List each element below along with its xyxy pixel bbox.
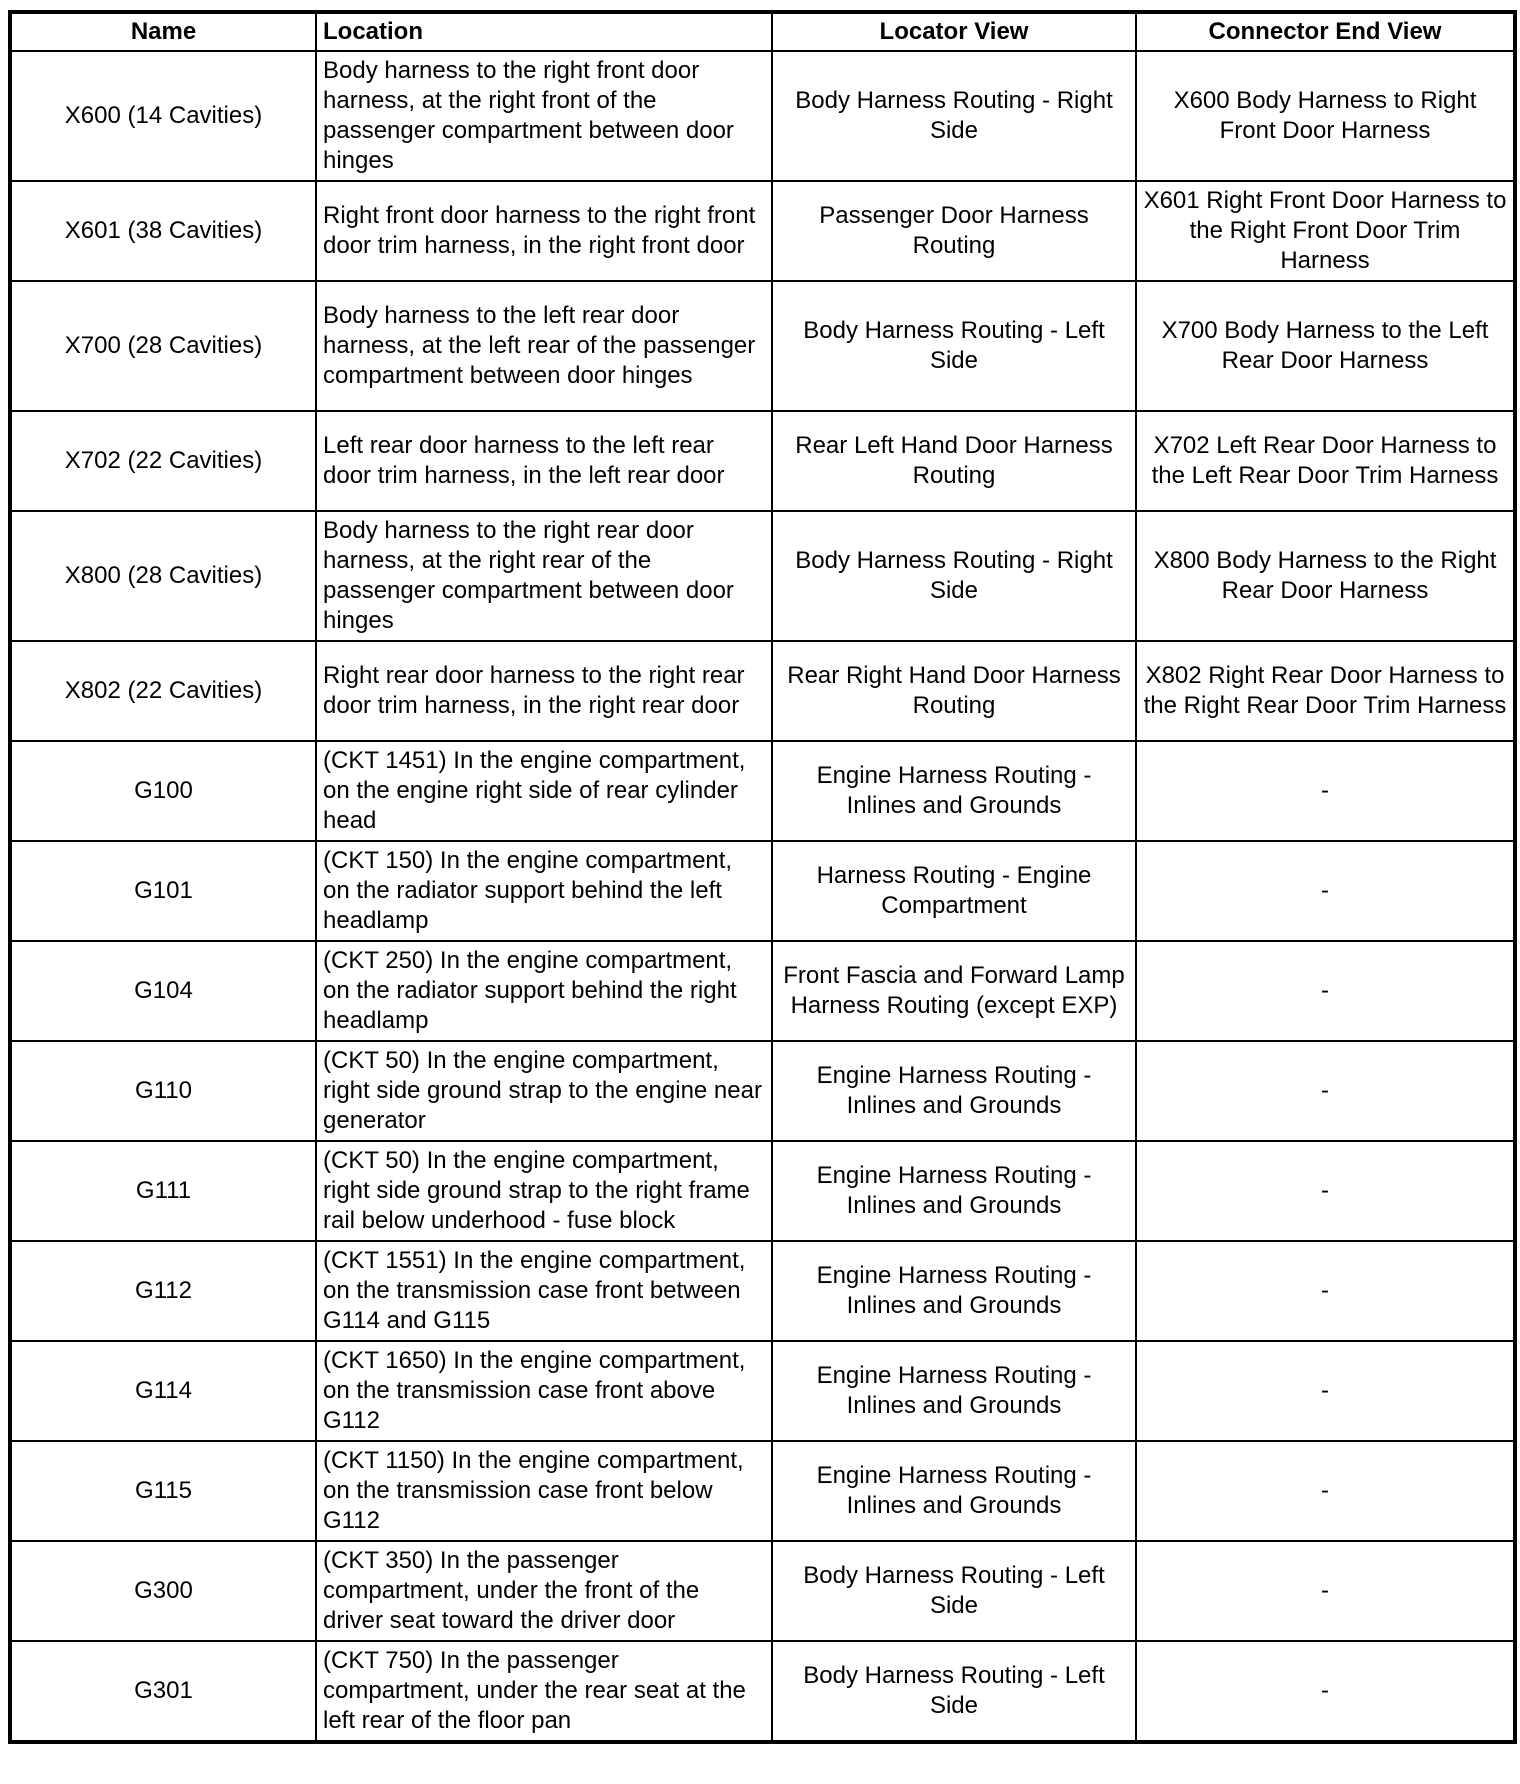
cell-name: G115 — [10, 1441, 316, 1541]
cell-location: (CKT 250) In the engine compartment, on the radiator support behind the right headlamp — [316, 941, 772, 1041]
cell-name: X700 (28 Cavities) — [10, 281, 316, 411]
cell-name: G300 — [10, 1541, 316, 1641]
table-row — [10, 51, 1515, 181]
cell-location: Body harness to the right front door harness, at the right front of the passenger compartment between door hinges — [316, 51, 772, 181]
cell-connector-end-view: X700 Body Harness to the Left Rear Door Harness — [1136, 281, 1515, 411]
table-row — [10, 181, 1515, 281]
header-locator-view: Locator View — [772, 12, 1136, 51]
cell-name: G114 — [10, 1341, 316, 1441]
cell-connector-end-view: - — [1136, 1441, 1515, 1541]
cell-name: G110 — [10, 1041, 316, 1141]
cell-connector-end-view: - — [1136, 841, 1515, 941]
cell-connector-end-view: X601 Right Front Door Harness to the Right Front Door Trim Harness — [1136, 181, 1515, 281]
cell-locator-view: Rear Right Hand Door Harness Routing — [772, 641, 1136, 741]
cell-name: X800 (28 Cavities) — [10, 511, 316, 641]
cell-location: (CKT 750) In the passenger compartment, under the rear seat at the left rear of the floor pan — [316, 1641, 772, 1742]
cell-connector-end-view: - — [1136, 941, 1515, 1041]
cell-name: G301 — [10, 1641, 316, 1742]
cell-locator-view: Body Harness Routing - Left Side — [772, 281, 1136, 411]
cell-name: X802 (22 Cavities) — [10, 641, 316, 741]
cell-name: G112 — [10, 1241, 316, 1341]
cell-location: (CKT 350) In the passenger compartment, under the front of the driver seat toward the driver door — [316, 1541, 772, 1641]
cell-location: (CKT 1551) In the engine compartment, on the transmission case front between G114 and G115 — [316, 1241, 772, 1341]
cell-connector-end-view: X802 Right Rear Door Harness to the Right Rear Door Trim Harness — [1136, 641, 1515, 741]
table-row — [10, 511, 1515, 641]
cell-locator-view: Body Harness Routing - Right Side — [772, 511, 1136, 641]
cell-location: Right front door harness to the right front door trim harness, in the right front door — [316, 181, 772, 281]
cell-locator-view: Engine Harness Routing - Inlines and Grounds — [772, 1341, 1136, 1441]
table-row — [10, 941, 1515, 1041]
cell-location: (CKT 50) In the engine compartment, right side ground strap to the engine near generator — [316, 1041, 772, 1141]
cell-locator-view: Passenger Door Harness Routing — [772, 181, 1136, 281]
cell-locator-view: Rear Left Hand Door Harness Routing — [772, 411, 1136, 511]
table-row — [10, 281, 1515, 411]
cell-name: X702 (22 Cavities) — [10, 411, 316, 511]
cell-locator-view: Front Fascia and Forward Lamp Harness Routing (except EXP) — [772, 941, 1136, 1041]
cell-connector-end-view: - — [1136, 1041, 1515, 1141]
cell-locator-view: Harness Routing - Engine Compartment — [772, 841, 1136, 941]
table-row — [10, 1541, 1515, 1641]
table-row — [10, 641, 1515, 741]
cell-name: G100 — [10, 741, 316, 841]
cell-locator-view: Body Harness Routing - Right Side — [772, 51, 1136, 181]
table-row — [10, 411, 1515, 511]
cell-connector-end-view: - — [1136, 1141, 1515, 1241]
cell-location: (CKT 1451) In the engine compartment, on the engine right side of rear cylinder head — [316, 741, 772, 841]
cell-locator-view: Engine Harness Routing - Inlines and Grounds — [772, 1241, 1136, 1341]
cell-name: G101 — [10, 841, 316, 941]
table-row — [10, 1241, 1515, 1341]
table-row — [10, 841, 1515, 941]
cell-connector-end-view: - — [1136, 741, 1515, 841]
cell-name: X601 (38 Cavities) — [10, 181, 316, 281]
table-row — [10, 1041, 1515, 1141]
connector-location-table — [8, 10, 1517, 1744]
cell-location: (CKT 1650) In the engine compartment, on the transmission case front above G112 — [316, 1341, 772, 1441]
table-header-row — [10, 12, 1515, 51]
cell-name: G104 — [10, 941, 316, 1041]
cell-locator-view: Engine Harness Routing - Inlines and Grounds — [772, 741, 1136, 841]
cell-connector-end-view: - — [1136, 1241, 1515, 1341]
header-connector-end-view: Connector End View — [1136, 12, 1515, 51]
table-row — [10, 741, 1515, 841]
cell-connector-end-view: X800 Body Harness to the Right Rear Door Harness — [1136, 511, 1515, 641]
table-row — [10, 1141, 1515, 1241]
cell-locator-view: Engine Harness Routing - Inlines and Grounds — [772, 1041, 1136, 1141]
table-row — [10, 1441, 1515, 1541]
cell-connector-end-view: - — [1136, 1541, 1515, 1641]
cell-name: G111 — [10, 1141, 316, 1241]
cell-location: (CKT 50) In the engine compartment, right side ground strap to the right frame rail below underhood - fuse block — [316, 1141, 772, 1241]
cell-connector-end-view: - — [1136, 1641, 1515, 1742]
cell-location: Left rear door harness to the left rear door trim harness, in the left rear door — [316, 411, 772, 511]
cell-connector-end-view: X600 Body Harness to Right Front Door Harness — [1136, 51, 1515, 181]
cell-locator-view: Body Harness Routing - Left Side — [772, 1541, 1136, 1641]
cell-location: Body harness to the left rear door harness, at the left rear of the passenger compartment between door hinges — [316, 281, 772, 411]
header-name: Name — [10, 12, 316, 51]
cell-connector-end-view: X702 Left Rear Door Harness to the Left Rear Door Trim Harness — [1136, 411, 1515, 511]
cell-location: (CKT 1150) In the engine compartment, on the transmission case front below G112 — [316, 1441, 772, 1541]
table-row — [10, 1641, 1515, 1742]
table-row — [10, 1341, 1515, 1441]
cell-locator-view: Engine Harness Routing - Inlines and Grounds — [772, 1141, 1136, 1241]
cell-locator-view: Engine Harness Routing - Inlines and Grounds — [772, 1441, 1136, 1541]
cell-location: Body harness to the right rear door harness, at the right rear of the passenger compartment between door hinges — [316, 511, 772, 641]
cell-connector-end-view: - — [1136, 1341, 1515, 1441]
cell-locator-view: Body Harness Routing - Left Side — [772, 1641, 1136, 1742]
header-location: Location — [316, 12, 772, 51]
cell-name: X600 (14 Cavities) — [10, 51, 316, 181]
cell-location: Right rear door harness to the right rear door trim harness, in the right rear door — [316, 641, 772, 741]
cell-location: (CKT 150) In the engine compartment, on the radiator support behind the left headlamp — [316, 841, 772, 941]
